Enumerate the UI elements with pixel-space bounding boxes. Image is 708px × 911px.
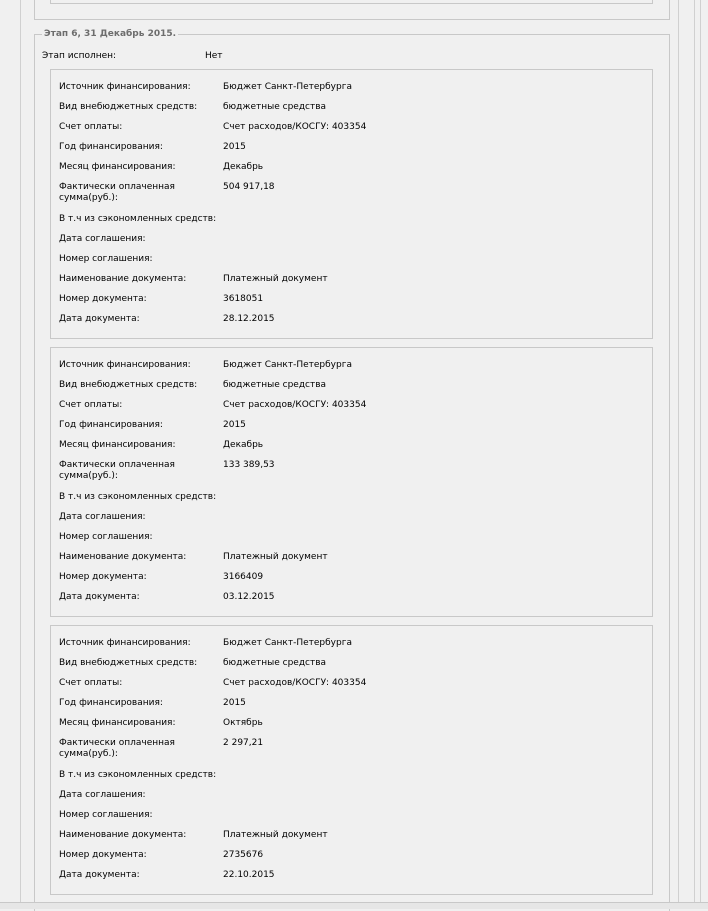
field-value: 3618051: [223, 294, 264, 304]
field-label: В т.ч из сэкономленных средств:: [59, 492, 217, 502]
field-value: Счет расходов/КОСГУ: 403354: [223, 678, 367, 688]
field-value: Октябрь: [223, 718, 263, 728]
field-label: Вид внебюджетных средств:: [59, 380, 198, 390]
field-label: Месяц финансирования:: [59, 718, 176, 728]
field-label: Номер документа:: [59, 294, 147, 304]
stage-executed-value: Нет: [205, 51, 223, 61]
field-label: Номер соглашения:: [59, 254, 153, 264]
field-value: 03.12.2015: [223, 592, 275, 602]
field-label: Источник финансирования:: [59, 638, 191, 648]
field-value: бюджетные средства: [223, 380, 327, 390]
field-label: Счет оплаты:: [59, 400, 123, 410]
field-label: Дата документа:: [59, 592, 140, 602]
field-label: Номер документа:: [59, 850, 147, 860]
field-value: Платежный документ: [223, 274, 328, 284]
field-value: 2 297,21: [223, 738, 264, 748]
field-value: бюджетные средства: [223, 658, 327, 668]
stage-executed-label: Этап исполнен:: [42, 51, 117, 61]
frame-line: [20, 0, 21, 908]
field-value: 2735676: [223, 850, 264, 860]
field-value: 3166409: [223, 572, 264, 582]
field-value: Бюджет Санкт-Петербурга: [223, 638, 352, 648]
field-label: Фактически оплаченная сумма(руб.):: [59, 460, 175, 481]
field-label: Дата соглашения:: [59, 790, 146, 800]
stage-title: Этап 6, 31 Декабрь 2015.: [44, 29, 177, 39]
field-label: Счет оплаты:: [59, 678, 123, 688]
field-label: Месяц финансирования:: [59, 162, 176, 172]
field-label: Номер соглашения:: [59, 810, 153, 820]
field-value: Счет расходов/КОСГУ: 403354: [223, 122, 367, 132]
field-label: Вид внебюджетных средств:: [59, 102, 198, 112]
field-value: Бюджет Санкт-Петербурга: [223, 82, 352, 92]
frame-line: [700, 0, 701, 908]
field-label: Наименование документа:: [59, 274, 187, 284]
field-label: Дата соглашения:: [59, 234, 146, 244]
field-label: Дата документа:: [59, 870, 140, 880]
field-label: Наименование документа:: [59, 830, 187, 840]
field-label: В т.ч из сэкономленных средств:: [59, 770, 217, 780]
field-value: Платежный документ: [223, 830, 328, 840]
payment-card: [50, 347, 653, 617]
field-label: В т.ч из сэкономленных средств:: [59, 214, 217, 224]
field-label: Месяц финансирования:: [59, 440, 176, 450]
payment-card: [50, 69, 653, 339]
field-value: Декабрь: [223, 440, 264, 450]
field-value: Счет расходов/КОСГУ: 403354: [223, 400, 367, 410]
field-label: Дата соглашения:: [59, 512, 146, 522]
field-value: 133 389,53: [223, 460, 275, 470]
previous-stage-card: [50, 0, 653, 4]
field-value: 22.10.2015: [223, 870, 275, 880]
field-value: Декабрь: [223, 162, 264, 172]
field-label: Номер соглашения:: [59, 532, 153, 542]
field-label: Источник финансирования:: [59, 82, 191, 92]
field-label: Наименование документа:: [59, 552, 187, 562]
field-label: Вид внебюджетных средств:: [59, 658, 198, 668]
field-label: Дата документа:: [59, 314, 140, 324]
field-value: 2015: [223, 698, 246, 708]
field-label: Год финансирования:: [59, 142, 163, 152]
field-value: Бюджет Санкт-Петербурга: [223, 360, 352, 370]
field-label: Номер документа:: [59, 572, 147, 582]
field-value: 2015: [223, 142, 246, 152]
field-label: Год финансирования:: [59, 420, 163, 430]
field-label: Источник финансирования:: [59, 360, 191, 370]
field-value: 28.12.2015: [223, 314, 275, 324]
field-value: 504 917,18: [223, 182, 275, 192]
payment-card: [50, 625, 653, 895]
field-value: 2015: [223, 420, 246, 430]
field-label: Счет оплаты:: [59, 122, 123, 132]
field-value: Платежный документ: [223, 552, 328, 562]
frame-line: [678, 0, 679, 908]
frame-line: [694, 0, 695, 908]
field-value: бюджетные средства: [223, 102, 327, 112]
field-label: Фактически оплаченная сумма(руб.):: [59, 738, 175, 759]
field-label: Фактически оплаченная сумма(руб.):: [59, 182, 175, 203]
field-label: Год финансирования:: [59, 698, 163, 708]
